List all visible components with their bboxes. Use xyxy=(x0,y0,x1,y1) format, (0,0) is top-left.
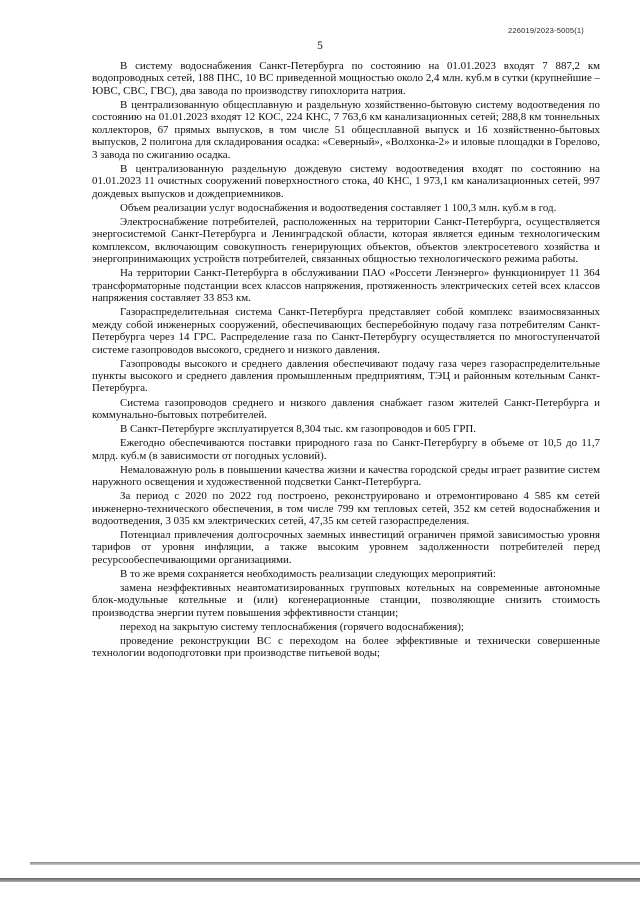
list-item-boiler-replacement: замена неэффективных неавтоматизированных групповых котельных на современные автономные блок-модульные котельные и (или) когенерационные станции, позволяющие снизить стоимость производства энергии путем повышения эффективности станции; xyxy=(92,582,600,619)
paragraph-investment-potential: Потенциал привлечения долгосрочных заемных инвестиций ограничен прямой зависимостью уровня тарифов от уровня инфляции, а также высоким уровнем задолженности потребителей перед ресурсообеспечивающими организациями. xyxy=(92,529,600,566)
page-number: 5 xyxy=(317,40,323,52)
paragraph-high-pressure-gas: Газопроводы высокого и среднего давления обеспечивают подачу газа через газораспределительные пункты высокого и среднего давления промышленным предприятиям, ТЭЦ и районным котельным Санкт-Петербурга. xyxy=(92,357,600,395)
paragraph-electricity-supply: Электроснабжение потребителей, расположенных на территории Санкт-Петербурга, осуществляется энергосистемой Санкт-Петербурга и Ленинградской области, которая является единым технологическим комплексом, включающим совокупность генерирующих объектов, объектов электросетевого хозяйства и энергопринимающих устройств потребителей, связанных общностью технологического режима работы. xyxy=(92,215,600,266)
paragraph-substations: На территории Санкт-Петербурга в обслуживании ПАО «Россети Ленэнерго» функционирует 11 364 трансформаторные подстанции всех классов напряжения, протяженность электрических сетей всех классов напряжения составляет 33 853 км. xyxy=(92,267,600,305)
paragraph-water-supply: В систему водоснабжения Санкт-Петербурга по состоянию на 01.01.2023 входят 7 887,2 км водопроводных сетей, 188 ПНС, 10 ВС приведенной мощностью около 2,4 млн. куб.м в сутки (крупнейшие – ЮВС, СВС, ГВС), два завода по производству гипохлорита натрия. xyxy=(92,60,600,97)
scan-edge-line xyxy=(30,862,640,865)
list-item-closed-heating: переход на закрытую систему теплоснабжения (горячего водоснабжения); xyxy=(120,620,464,633)
paragraph-lighting: Немаловажную роль в повышении качества жизни и качества городской среды играет развитие систем наружного освещения и художественной подсветки Санкт-Петербурга. xyxy=(92,463,600,489)
paragraph-sewerage-system: В централизованную общесплавную и раздельную хозяйственно-бытовую систему водоотведения по состоянию на 01.01.2023 входят 12 КОС, 224 КНС, 7 763,6 км канализационных сетей; 288,8 км тоннельных коллекторов, 67 прямых выпусков, в том числе 51 общесплавной выпуск и 16 хозяйственно-бытовых выпусков, 2 полигона для складирования осадка: «Северный», «Волхонка-2» и иловые площадки в Горелово, 3 завода по сжиганию осадка. xyxy=(92,98,600,161)
document-body xyxy=(92,60,600,662)
paragraph-low-pressure-gas: Система газопроводов среднего и низкого давления снабжает газом жителей Санкт-Петербурга и коммунально-бытовых потребителей. xyxy=(92,396,600,421)
paragraph-gas-distribution: Газораспределительная система Санкт-Петербурга представляет собой комплекс взаимосвязанных между собой инженерных сооружений, обеспечивающих бесперебойную подачу газа потребителям Санкт-Петербурга через 14 ГРС. Распределение газа по Санкт-Петербургу осуществляется по многоступенчатой системе газопроводов высокого, среднего и низкого давления. xyxy=(92,306,600,356)
list-item-water-station-reconstruction: проведение реконструкции ВС с переходом на более эффективные и технически совершенные технологии водоподготовки при производстве питьевой воды; xyxy=(92,635,600,660)
scan-edge-line xyxy=(0,878,640,882)
paragraph-gas-supply-volume: Ежегодно обеспечиваются поставки природного газа по Санкт-Петербургу в объеме от 10,5 до 11,7 млрд. куб.м (в зависимости от погодных условий). xyxy=(92,437,600,462)
paragraph-water-volume: Объем реализации услуг водоснабжения и водоотведения составляет 1 100,3 млн. куб.м в год. xyxy=(120,201,557,214)
paragraph-measures-intro: В то же время сохраняется необходимость реализации следующих мероприятий: xyxy=(120,567,496,580)
document-registration-number: 226019/2023-5005(1) xyxy=(508,26,584,35)
paragraph-gas-pipelines-length: В Санкт-Петербурге эксплуатируется 8,304 тыс. км газопроводов и 605 ГРП. xyxy=(120,423,476,436)
paragraph-networks-built: За период с 2020 по 2022 год построено, реконструировано и отремонтировано 4 585 км сетей инженерно-технического обеспечения, в том числе 799 км тепловых сетей, 352 км сетей водоснабжения и водоотведения, 3 035 км электрических сетей, 47,35 км сетей газораспределения. xyxy=(92,490,600,527)
paragraph-storm-drainage: В централизованную раздельную дождевую систему водоотведения входят по состоянию на 01.01.2023 11 очистных сооружений поверхностного стока, 40 КНС, 1 973,1 км канализационных сетей, 997 дождевых выпусков и дождеприемников. xyxy=(92,162,600,200)
